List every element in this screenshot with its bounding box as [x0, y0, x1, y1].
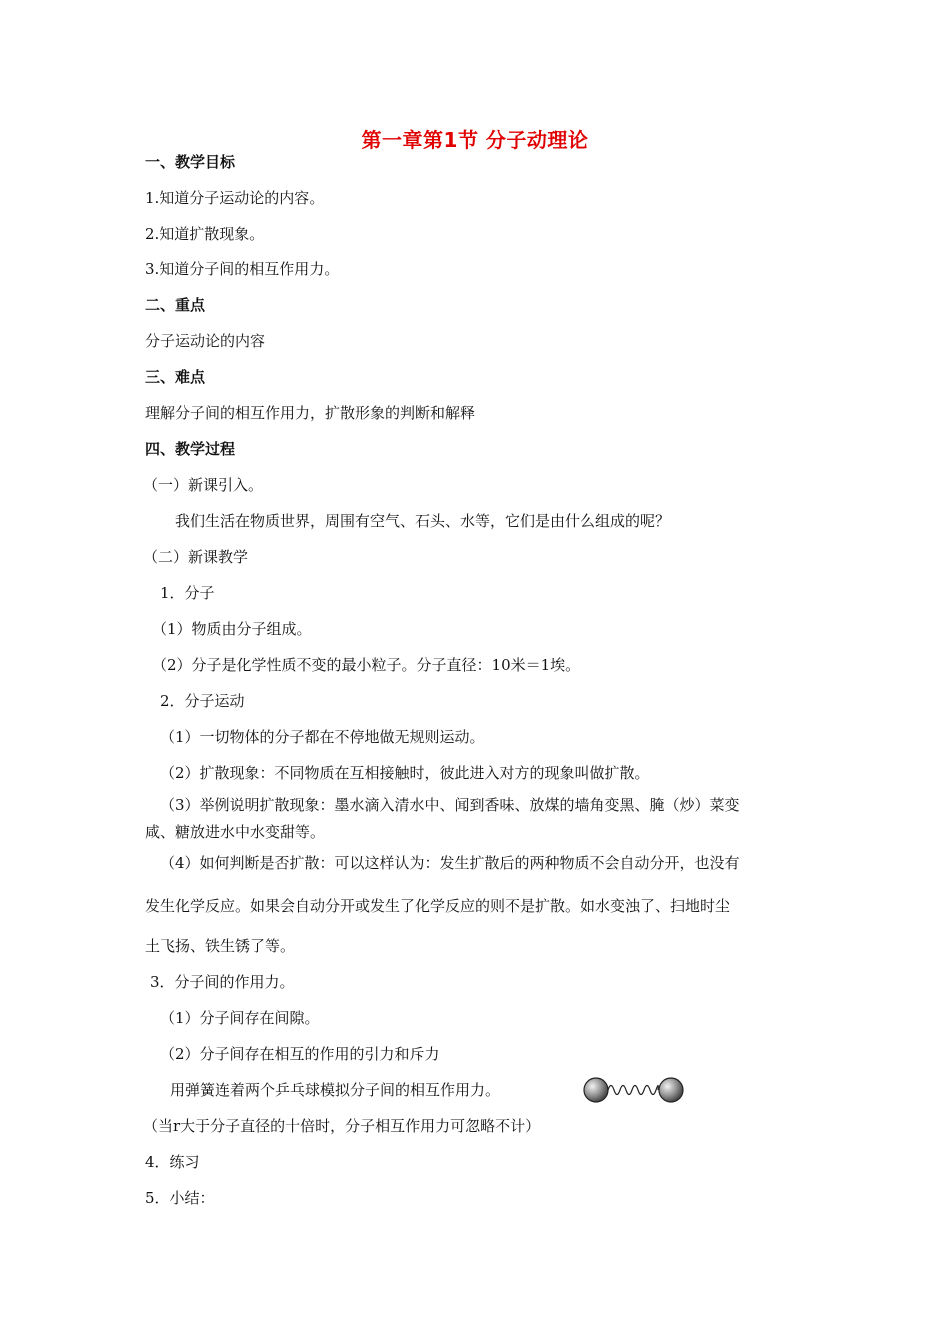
goal-item-3: 3.知道分子间的相互作用力。: [145, 260, 340, 278]
molecule-label: 1．分子: [160, 584, 215, 602]
motion-point-4-line-3: 土飞扬、铁生锈了等。: [145, 937, 296, 955]
motion-point-2: （2）扩散现象：不同物质在互相接触时，彼此进入对方的现象叫做扩散。: [160, 764, 650, 782]
difficulties-heading: 三、难点: [145, 368, 206, 386]
goals-heading: 一、教学目标: [145, 153, 236, 171]
difficulties-text: 理解分子间的相互作用力，扩散形象的判断和解释: [145, 404, 476, 422]
motion-point-3-line-1: （3）举例说明扩散现象：墨水滴入清水中、闻到香味、放煤的墙角变黑、腌（炒）菜变: [160, 796, 740, 814]
force-label: 3．分子间的作用力。: [150, 973, 295, 991]
spring-coil: [608, 1086, 658, 1095]
left-ball: [584, 1078, 608, 1102]
teaching-label: （二）新课教学: [143, 548, 249, 566]
motion-point-4-line-1: （4）如何判断是否扩散：可以这样认为：发生扩散后的两种物质不会自动分开，也没有: [160, 854, 740, 872]
goal-item-1: 1.知道分子运动论的内容。: [145, 189, 325, 207]
force-point-2: （2）分子间存在相互的作用的引力和斥力: [160, 1045, 440, 1063]
right-ball: [659, 1078, 683, 1102]
summary-label: 5．小结：: [145, 1189, 215, 1207]
molecule-point-1: （1）物质由分子组成。: [152, 620, 312, 638]
motion-label: 2．分子运动: [160, 692, 245, 710]
key-points-text: 分子运动论的内容: [145, 332, 266, 350]
motion-point-3-line-2: 咸、糖放进水中水变甜等。: [145, 823, 326, 841]
process-heading: 四、教学过程: [145, 440, 236, 458]
motion-point-1: （1）一切物体的分子都在不停地做无规则运动。: [160, 728, 485, 746]
key-points-heading: 二、重点: [145, 296, 206, 314]
force-note: （当r大于分子直径的十倍时，分子相互作用力可忽略不计）: [143, 1117, 541, 1135]
force-point-3: 用弹簧连着两个乒乓球模拟分子间的相互作用力。: [170, 1081, 501, 1099]
molecule-point-2: （2）分子是化学性质不变的最小粒子。分子直径：10米＝1埃。: [152, 656, 581, 674]
motion-point-4-line-2: 发生化学反应。如果会自动分开或发生了化学反应的则不是扩散。如水变浊了、扫地时尘: [145, 897, 731, 915]
practice-label: 4．练习: [145, 1153, 200, 1171]
force-point-1: （1）分子间存在间隙。: [160, 1009, 320, 1027]
intro-label: （一）新课引入。: [143, 476, 264, 494]
intro-text: 我们生活在物质世界，周围有空气、石头、水等，它们是由什么组成的呢？: [175, 512, 671, 530]
spring-balls-figure: [582, 1074, 686, 1106]
page-title: 第一章第1节 分子动理论: [361, 128, 589, 152]
goal-item-2: 2.知道扩散现象。: [145, 225, 265, 243]
